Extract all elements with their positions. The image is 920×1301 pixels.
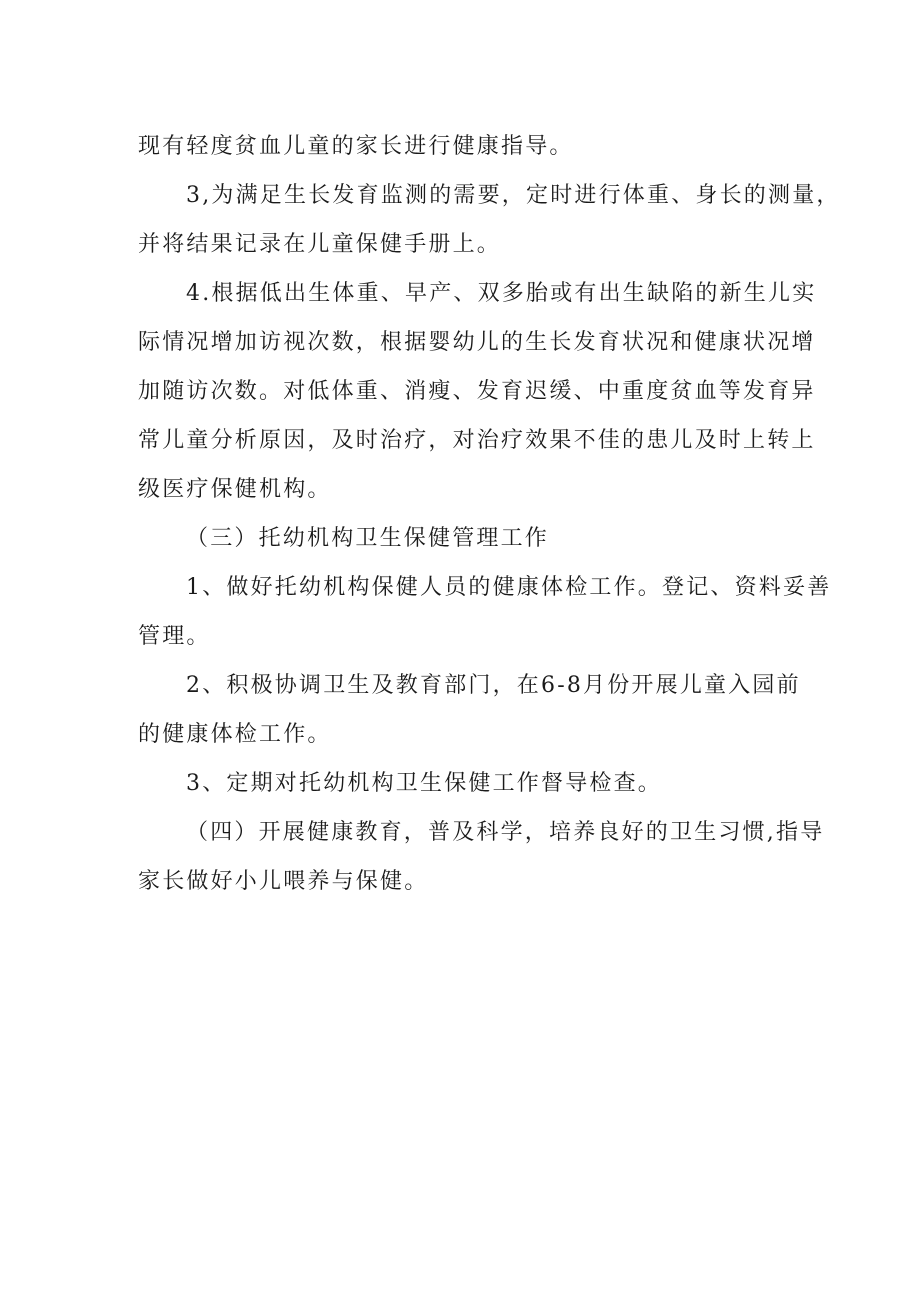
text-line: 级医疗保健机构。: [138, 477, 332, 502]
text-line: 的健康体检工作。: [138, 722, 332, 747]
text-line: 4.根据低出生体重、早产、双多胎或有出生缺陷的新生儿实: [186, 281, 817, 306]
paragraph: [138, 269, 817, 514]
paragraph: [138, 661, 801, 759]
paragraph: [138, 563, 832, 661]
section-heading: [138, 808, 825, 906]
text-line: （四）开展健康教育，普及科学，培养良好的卫生习惯,指导: [186, 820, 825, 845]
text-line: 3、定期对托幼机构卫生保健工作督导检查。: [186, 771, 662, 796]
text-line: 现有轻度贫血儿童的家长进行健康指导。: [138, 134, 574, 159]
text-line: 家长做好小儿喂养与保健。: [138, 869, 429, 894]
text-line: 管理。: [138, 624, 211, 649]
text-line: 并将结果记录在儿童保健手册上。: [138, 232, 502, 257]
text-line: 2、积极协调卫生及教育部门，在6-8月份开展儿童入园前: [186, 673, 801, 698]
section-heading: [138, 514, 798, 563]
text-line: 3,为满足生长发育监测的需要，定时进行体重、身长的测量，: [186, 183, 841, 208]
paragraph: [138, 122, 798, 171]
text-line: 加随访次数。对低体重、消瘦、发育迟缓、中重度贫血等发育异: [138, 379, 816, 404]
paragraph: [138, 759, 798, 808]
paragraph: [138, 171, 841, 269]
document-body: [138, 122, 841, 906]
text-line: 际情况增加访视次数，根据婴幼儿的生长发育状况和健康状况增: [138, 330, 816, 355]
text-line: （三）托幼机构卫生保健管理工作: [186, 526, 550, 551]
text-line: 常儿童分析原因，及时治疗，对治疗效果不佳的患儿及时上转上: [138, 428, 816, 453]
text-line: 1、做好托幼机构保健人员的健康体检工作。登记、资料妥善: [186, 575, 832, 600]
